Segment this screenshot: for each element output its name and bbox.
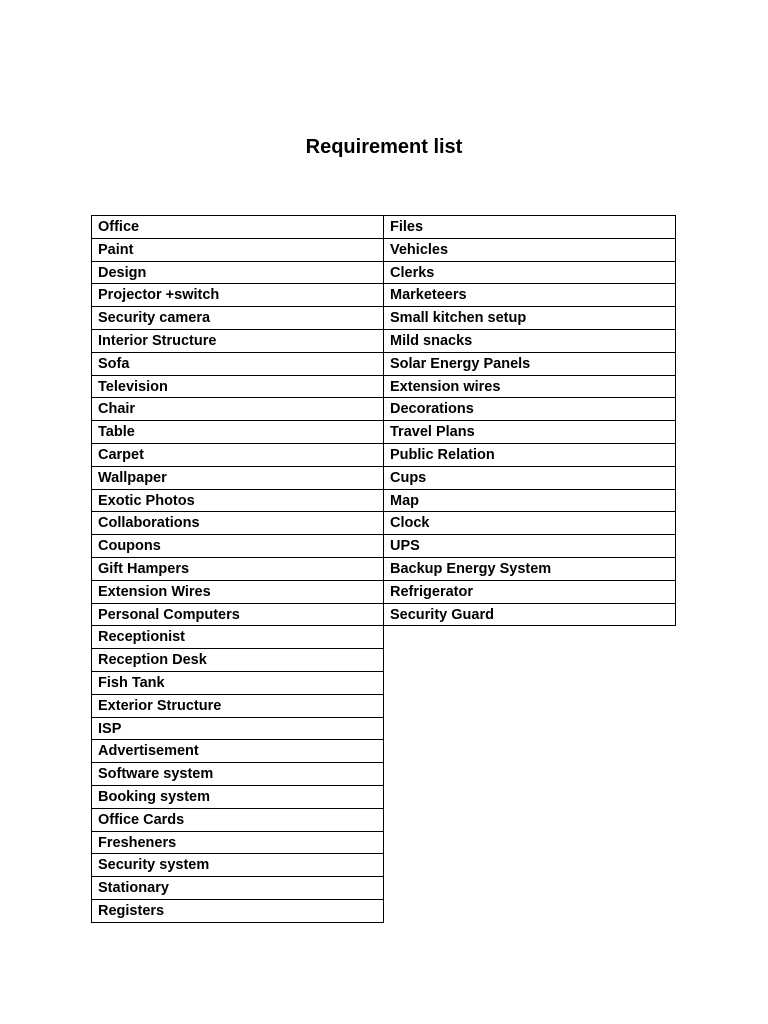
table-cell-left: Booking system (91, 785, 384, 809)
table-cell-left: Extension Wires (91, 580, 384, 604)
table-row (91, 558, 678, 581)
table-row (91, 216, 678, 239)
table-cell-right: Files (383, 215, 676, 239)
table-row (91, 398, 678, 421)
table-cell-right (384, 832, 677, 855)
page-title: Requirement list (305, 136, 463, 158)
table-cell-right (384, 695, 677, 718)
table-cell-right (384, 900, 677, 923)
table-cell-right: Marketeers (383, 283, 676, 307)
table-cell-right (384, 877, 677, 900)
table-cell-right: Extension wires (383, 375, 676, 399)
table-row (91, 467, 678, 490)
table-cell-left: Paint (91, 238, 384, 262)
table-row (91, 854, 678, 877)
table-row (91, 786, 678, 809)
table-row (91, 763, 678, 786)
table-cell-right (384, 786, 677, 809)
table-cell-right (384, 672, 677, 695)
table-cell-left: Office Cards (91, 808, 384, 832)
table-cell-left: Coupons (91, 534, 384, 558)
table-cell-right (384, 763, 677, 786)
table-cell-left: Wallpaper (91, 466, 384, 490)
table-cell-right: Security Guard (383, 603, 676, 627)
table-cell-left: Office (91, 215, 384, 239)
table-row (91, 649, 678, 672)
table-cell-right (384, 740, 677, 763)
table-cell-left: Interior Structure (91, 329, 384, 353)
table-row (91, 239, 678, 262)
table-row (91, 535, 678, 558)
table-row (91, 490, 678, 513)
table-cell-left: Design (91, 261, 384, 285)
table-row (91, 718, 678, 741)
table-cell-left: Exotic Photos (91, 489, 384, 513)
table-cell-left: Registers (91, 899, 384, 923)
table-cell-left: Exterior Structure (91, 694, 384, 718)
table-cell-left: Stationary (91, 876, 384, 900)
table-cell-right (384, 626, 677, 649)
table-row (91, 284, 678, 307)
table-cell-left: Television (91, 375, 384, 399)
table-cell-left: Chair (91, 397, 384, 421)
table-row (91, 581, 678, 604)
table-cell-right: Map (383, 489, 676, 513)
table-cell-left: Personal Computers (91, 603, 384, 627)
table-row (91, 672, 678, 695)
table-cell-left: Fresheners (91, 831, 384, 855)
table-cell-left: Receptionist (91, 625, 384, 649)
table-cell-right: Small kitchen setup (383, 306, 676, 330)
table-cell-right: Travel Plans (383, 420, 676, 444)
table-cell-right (384, 854, 677, 877)
table-cell-left: Gift Hampers (91, 557, 384, 581)
table-cell-left: Reception Desk (91, 648, 384, 672)
table-row (91, 376, 678, 399)
table-cell-right: Clerks (383, 261, 676, 285)
table-row (91, 626, 678, 649)
table-cell-right: Cups (383, 466, 676, 490)
table-row (91, 832, 678, 855)
table-cell-right: Solar Energy Panels (383, 352, 676, 376)
table-row (91, 307, 678, 330)
table-row (91, 740, 678, 763)
table-cell-left: Collaborations (91, 511, 384, 535)
table-cell-left: Table (91, 420, 384, 444)
table-cell-right: Public Relation (383, 443, 676, 467)
table-row (91, 809, 678, 832)
table-cell-right: Mild snacks (383, 329, 676, 353)
requirement-table (91, 216, 678, 923)
table-cell-right: UPS (383, 534, 676, 558)
table-cell-right (384, 718, 677, 741)
table-cell-left: Security system (91, 853, 384, 877)
table-row (91, 330, 678, 353)
table-cell-right: Decorations (383, 397, 676, 421)
table-cell-right (384, 809, 677, 832)
table-cell-left: Carpet (91, 443, 384, 467)
table-row (91, 877, 678, 900)
table-cell-right: Refrigerator (383, 580, 676, 604)
table-cell-left: Projector +switch (91, 283, 384, 307)
table-cell-left: Fish Tank (91, 671, 384, 695)
table-row (91, 695, 678, 718)
table-cell-right: Backup Energy System (383, 557, 676, 581)
table-cell-left: Advertisement (91, 739, 384, 763)
table-row (91, 353, 678, 376)
table-row (91, 421, 678, 444)
table-cell-left: Software system (91, 762, 384, 786)
table-cell-right: Clock (383, 511, 676, 535)
table-cell-left: Security camera (91, 306, 384, 330)
table-row (91, 512, 678, 535)
table-row (91, 900, 678, 923)
table-row (91, 604, 678, 627)
table-row (91, 444, 678, 467)
table-cell-right (384, 649, 677, 672)
table-row (91, 262, 678, 285)
table-cell-right: Vehicles (383, 238, 676, 262)
table-cell-left: ISP (91, 717, 384, 741)
table-cell-left: Sofa (91, 352, 384, 376)
